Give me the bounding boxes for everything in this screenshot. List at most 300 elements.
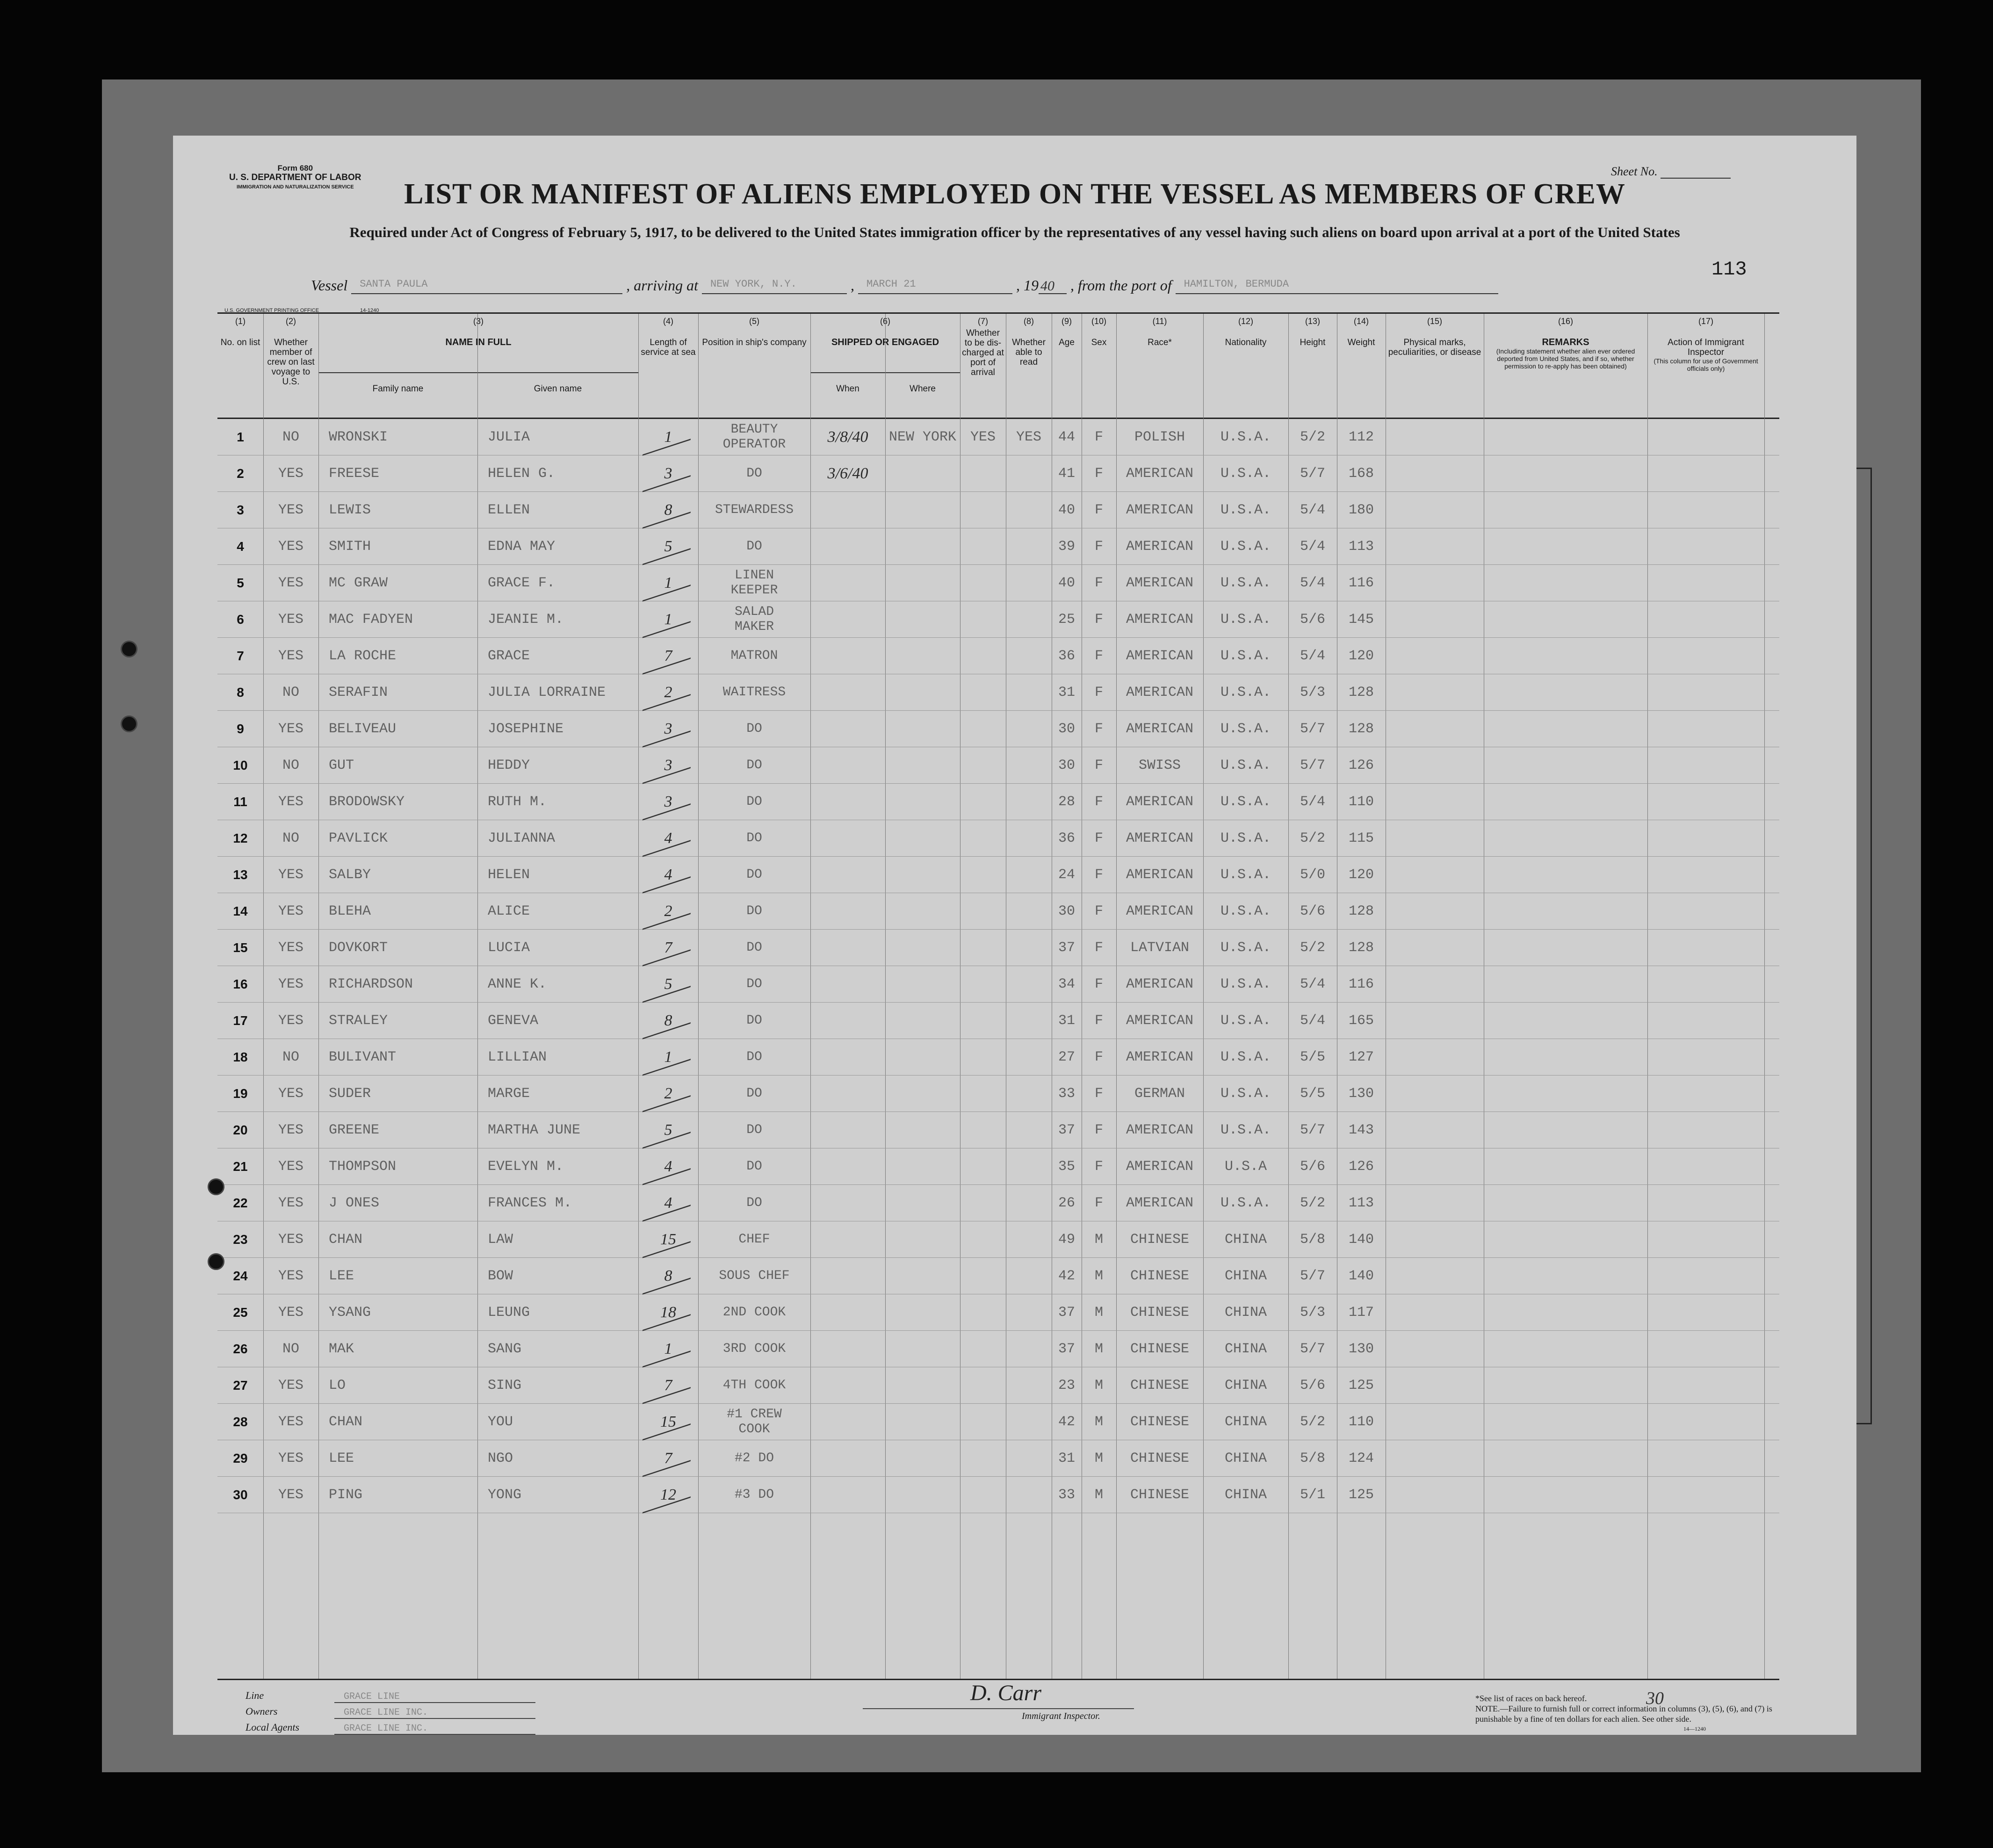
header-weight: (14) Weight [1347,317,1375,347]
cell-discharged [960,747,1006,784]
cell-when [810,747,885,784]
cell-given: FRANCES M. [488,1195,572,1211]
cell-weight: 120 [1348,867,1374,883]
cell-where [885,930,960,966]
cell-weight: 128 [1348,721,1374,737]
cell-where [885,1258,960,1294]
cell-position: 4TH COOK [722,1378,786,1393]
cell-given: LILLIAN [488,1049,547,1065]
cell-age: 44 [1058,429,1075,445]
cell-family: DOVKORT [329,940,388,956]
cell-discharged [960,1003,1006,1039]
cell-age: 49 [1058,1232,1075,1248]
cell-sex: M [1094,1268,1103,1284]
cell-race: AMERICAN [1126,1159,1194,1175]
cell-given: MARTHA JUNE [488,1122,581,1138]
cell-read [1006,966,1052,1003]
table-row [217,565,1779,601]
cell-last: YES [278,1305,303,1321]
cell-age: 36 [1058,648,1075,664]
cell-nationality: CHINA [1224,1487,1267,1503]
cell-where [885,966,960,1003]
cell-discharged [960,1221,1006,1258]
cell-read [1006,565,1052,601]
cell-position: DO [746,722,762,736]
cell-given: SANG [488,1341,522,1357]
cell-race: AMERICAN [1126,903,1194,919]
cell-nationality: U.S.A. [1220,1049,1271,1065]
cell-when [810,1076,885,1112]
cell-no: 12 [233,831,248,845]
cell-discharged [960,1477,1006,1513]
cell-family: PAVLICK [329,830,388,846]
cell-discharged [960,1294,1006,1331]
cell-read [1006,930,1052,966]
cell-last: YES [278,575,303,591]
cell-given: EVELYN M. [488,1159,564,1175]
cell-weight: 124 [1348,1451,1374,1466]
cell-service: 4 [664,1158,672,1175]
cell-position: SALAD MAKER [734,605,774,634]
cell-position: DO [746,977,762,991]
cell-nationality: U.S.A. [1220,1195,1271,1211]
cell-discharged [960,601,1006,638]
cell-when [810,565,885,601]
cell-no: 23 [233,1232,248,1247]
cell-discharged [960,1039,1006,1076]
cell-no: 28 [233,1415,248,1429]
cell-discharged [960,930,1006,966]
cell-age: 28 [1058,794,1075,810]
cell-given: JULIANNA [488,830,556,846]
arrival-port: NEW YORK, N.Y. [702,278,847,294]
table-row [217,784,1779,820]
cell-weight: 113 [1348,539,1374,555]
cell-when: 3/6/40 [827,465,868,482]
cell-where [885,1112,960,1148]
cell-position: #1 CREW COOK [727,1407,782,1437]
cell-last: YES [278,1232,303,1248]
arrival-date: MARCH 21 [858,278,1012,294]
cell-no: 9 [237,722,244,736]
cell-no: 14 [233,904,248,918]
cell-race: AMERICAN [1126,1049,1194,1065]
cell-nationality: U.S.A. [1220,794,1271,810]
cell-service: 3 [664,757,672,774]
cell-nationality: U.S.A. [1220,830,1271,846]
cell-when [810,1331,885,1367]
cell-no: 11 [233,794,247,809]
cell-age: 41 [1058,466,1075,482]
cell-height: 5/4 [1300,575,1325,591]
table-row [217,528,1779,565]
cell-nationality: U.S.A. [1220,721,1271,737]
cell-last: YES [278,1195,303,1211]
cell-age: 30 [1058,758,1075,773]
table-row [217,1258,1779,1294]
cell-sex: F [1094,903,1103,919]
cell-race: AMERICAN [1126,466,1194,482]
cell-discharged [960,1404,1006,1440]
cell-last: YES [278,976,303,992]
cell-when [810,711,885,747]
cell-position: DO [746,1050,762,1064]
cell-weight: 126 [1348,758,1374,773]
cell-read [1006,893,1052,930]
cell-discharged [960,565,1006,601]
vessel-line: Vessel SANTA PAULA , arriving at NEW YORK, N.Y. , MARCH 21 , 19 40 , from the port of HAMILTON, BERMUDA [311,277,1498,298]
table-row [217,601,1779,638]
table-row [217,893,1779,930]
cell-position: DO [746,831,762,845]
cell-no: 26 [233,1342,248,1356]
cell-where [885,1367,960,1404]
cell-when: 3/8/40 [827,428,868,446]
cell-where [885,528,960,565]
cell-service: 3 [664,465,672,482]
header-shipped: (6) SHIPPED OR ENGAGED When Where [810,314,960,419]
cell-read [1006,638,1052,674]
cell-given: HELEN [488,867,530,883]
cell-read [1006,1477,1052,1513]
header-remarks: (16) REMARKS (Including statement whether alien ever ordered deported from United States, and if so, whether permission to re-apply has been obtained) [1496,317,1635,370]
cell-family: CHAN [329,1232,363,1248]
cell-age: 37 [1058,940,1075,956]
cell-no: 3 [237,503,244,517]
cell-age: 42 [1058,1268,1075,1284]
cell-weight: 128 [1348,685,1374,700]
cell-read [1006,1331,1052,1367]
cell-nationality: U.S.A. [1220,940,1271,956]
cell-given: JULIA [488,429,530,445]
cell-race: AMERICAN [1126,721,1194,737]
cell-family: CHAN [329,1414,363,1430]
cell-nationality: U.S.A [1224,1159,1267,1175]
inspector-signature-block [835,1680,1134,1732]
cell-last: YES [278,1159,303,1175]
cell-weight: 140 [1348,1268,1374,1284]
cell-last: NO [282,830,299,846]
cell-weight: 127 [1348,1049,1374,1065]
cell-position: #3 DO [734,1487,774,1502]
form-number: Form 680 [277,164,313,173]
cell-nationality: U.S.A. [1220,685,1271,700]
cell-nationality: U.S.A. [1220,1086,1271,1102]
cell-when [810,528,885,565]
cell-read [1006,711,1052,747]
cell-where [885,1076,960,1112]
table-row [217,711,1779,747]
header-action: (17) Action of Immigrant Inspector (This column for use of Government officials only) [1654,317,1758,372]
cell-no: 30 [233,1487,248,1502]
cell-when [810,1148,885,1185]
cell-age: 33 [1058,1086,1075,1102]
cell-family: STRALEY [329,1013,388,1029]
cell-last: NO [282,429,299,445]
cell-position: DO [746,1013,762,1028]
cell-height: 5/4 [1300,648,1325,664]
cell-given: GRACE F. [488,575,556,591]
cell-read [1006,747,1052,784]
cell-given: NGO [488,1451,513,1466]
cell-when [810,1258,885,1294]
cell-sex: F [1094,976,1103,992]
cell-age: 40 [1058,575,1075,591]
cell-discharged [960,1331,1006,1367]
cell-service: 4 [664,1194,672,1212]
cell-height: 5/2 [1300,940,1325,956]
cell-read [1006,1221,1052,1258]
cell-read [1006,492,1052,528]
cell-race: AMERICAN [1126,648,1194,664]
cell-given: HELEN G. [488,466,556,482]
cell-nationality: U.S.A. [1220,502,1271,518]
cell-position: DO [746,539,762,554]
service: IMMIGRATION AND NATURALIZATION SERVICE [237,184,354,190]
cell-no: 21 [233,1159,248,1174]
cell-family: LA ROCHE [329,648,397,664]
sheet-field [1611,165,1731,179]
printing-code: 14-1240 [360,308,379,313]
cell-race: AMERICAN [1126,1013,1194,1029]
cell-when [810,638,885,674]
cell-nationality: U.S.A. [1220,539,1271,555]
cell-no: 19 [233,1086,248,1101]
binder-hole [121,641,137,657]
cell-read [1006,601,1052,638]
cell-nationality: U.S.A. [1220,612,1271,628]
cell-where: NEW YORK [888,429,957,445]
cell-where [885,1404,960,1440]
cell-weight: 125 [1348,1487,1374,1503]
cell-last: YES [278,466,303,482]
cell-read [1006,455,1052,492]
cell-family: GUT [329,758,354,773]
cell-read [1006,1039,1052,1076]
cell-height: 5/2 [1300,429,1325,445]
cell-where [885,1148,960,1185]
cell-given: MARGE [488,1086,530,1102]
cell-nationality: U.S.A. [1220,1122,1271,1138]
cell-service: 3 [664,720,672,737]
cell-family: YSANG [329,1305,371,1321]
cell-last: YES [278,1451,303,1466]
total-count: 30 [1646,1689,1664,1708]
cell-race: CHINESE [1130,1305,1190,1321]
cell-where [885,1039,960,1076]
cell-discharged [960,1148,1006,1185]
cell-height: 5/6 [1300,1378,1325,1393]
cell-sex: F [1094,1049,1103,1065]
cell-sex: F [1094,466,1103,482]
cell-race: CHINESE [1130,1414,1190,1430]
cell-discharged [960,857,1006,893]
cell-service: 5 [664,1121,672,1139]
cell-family: FREESE [329,466,380,482]
cell-height: 5/7 [1300,466,1325,482]
cell-age: 31 [1058,1013,1075,1029]
cell-given: YONG [488,1487,522,1503]
cell-read [1006,528,1052,565]
cell-sex: M [1094,1378,1103,1393]
cell-nationality: U.S.A. [1220,429,1271,445]
header-height: (13) Height [1300,317,1326,347]
cell-no: 5 [237,576,244,590]
cell-race: AMERICAN [1126,976,1194,992]
cell-family: PING [329,1487,363,1503]
cell-family: SALBY [329,867,371,883]
cell-position: MATRON [730,649,778,663]
cell-given: HEDDY [488,758,530,773]
footer-code: 14—1240 [1683,1725,1706,1732]
cell-sex: F [1094,830,1103,846]
cell-when [810,1003,885,1039]
table-row [217,966,1779,1003]
cell-last: YES [278,648,303,664]
cell-where [885,1440,960,1477]
cell-no: 17 [233,1013,248,1028]
cell-given: BOW [488,1268,513,1284]
cell-sex: F [1094,1013,1103,1029]
cell-race: AMERICAN [1126,1195,1194,1211]
cell-read [1006,1148,1052,1185]
cell-last: YES [278,1414,303,1430]
cell-when [810,1221,885,1258]
cell-sex: F [1094,539,1103,555]
cell-read [1006,857,1052,893]
cell-race: CHINESE [1130,1378,1190,1393]
line-value: GRACE LINE [334,1691,535,1703]
cell-where [885,601,960,638]
cell-given: JOSEPHINE [488,721,564,737]
cell-service: 7 [664,939,672,956]
cell-age: 37 [1058,1341,1075,1357]
cell-nationality: CHINA [1224,1341,1267,1357]
cell-position: SOUS CHEF [719,1269,790,1283]
cell-where [885,747,960,784]
cell-where [885,1331,960,1367]
cell-where [885,1294,960,1331]
cell-no: 4 [237,539,244,554]
cell-read [1006,1367,1052,1404]
cell-service: 8 [664,1012,672,1029]
header-position: (5) Position in ship's company [702,317,807,347]
cell-position: STEWARDESS [715,503,794,517]
cell-race: SWISS [1138,758,1181,773]
cell-height: 5/7 [1300,1122,1325,1138]
footer [217,1679,1779,1734]
arriving-label: , arriving at [626,277,698,294]
cell-position: DO [746,867,762,882]
cell-age: 40 [1058,502,1075,518]
cell-family: MAC FADYEN [329,612,413,628]
cell-race: CHINESE [1130,1268,1190,1284]
cell-family: LO [329,1378,346,1393]
table-row [217,1185,1779,1221]
cell-service: 1 [664,611,672,628]
cell-discharged [960,1440,1006,1477]
binder-hole [121,715,137,732]
cell-position: DO [746,940,762,955]
footnotes [1475,1693,1775,1724]
cell-position: DO [746,1123,762,1137]
cell-no: 25 [233,1305,248,1320]
header-family: Family name [372,384,424,394]
cell-no: 27 [233,1378,248,1393]
cell-age: 39 [1058,539,1075,555]
cell-last: YES [278,1086,303,1102]
cell-age: 24 [1058,867,1075,883]
cell-discharged [960,966,1006,1003]
header-sex: (10) Sex [1091,317,1107,347]
cell-when [810,784,885,820]
cell-position: WAITRESS [722,685,786,700]
cell-when [810,674,885,711]
cell-no: 20 [233,1123,248,1137]
year-prefix: , 19 [1016,277,1039,294]
cell-nationality: CHINA [1224,1414,1267,1430]
cell-weight: 110 [1348,1414,1374,1430]
cell-family: SUDER [329,1086,371,1102]
cell-height: 5/7 [1300,721,1325,737]
cell-nationality: U.S.A. [1220,758,1271,773]
cell-height: 5/8 [1300,1232,1325,1248]
cell-weight: 168 [1348,466,1374,482]
cell-given: LAW [488,1232,513,1248]
cell-sex: M [1094,1232,1103,1248]
cell-given: RUTH M. [488,794,547,810]
cell-sex: F [1094,1122,1103,1138]
table-row [217,1440,1779,1477]
cell-last: YES [278,867,303,883]
cell-weight: 128 [1348,940,1374,956]
header-where: Where [910,384,936,394]
cell-age: 34 [1058,976,1075,992]
cell-sex: F [1094,721,1103,737]
cell-last: YES [278,721,303,737]
cell-read [1006,1258,1052,1294]
cell-service: 2 [664,1085,672,1102]
cell-height: 5/6 [1300,1159,1325,1175]
cell-weight: 116 [1348,976,1374,992]
cell-discharged [960,528,1006,565]
header-given: Given name [534,384,582,394]
cell-service: 1 [664,1048,672,1066]
cell-position: DO [746,1086,762,1101]
cell-sex: F [1094,1159,1103,1175]
cell-read [1006,784,1052,820]
cell-where [885,674,960,711]
cell-height: 5/4 [1300,539,1325,555]
header-service: (4) Length of service at sea [641,317,696,357]
cell-service: 8 [664,1267,672,1285]
cell-given: JEANIE M. [488,612,564,628]
cell-where [885,857,960,893]
cell-age: 33 [1058,1487,1075,1503]
header-discharged: (7) Whether to be dis-charged at port of arrival [962,317,1004,377]
cell-height: 5/7 [1300,1341,1325,1357]
cell-when [810,820,885,857]
cell-position: #2 DO [734,1451,774,1465]
cell-where [885,565,960,601]
cell-service: 2 [664,684,672,701]
cell-race: AMERICAN [1126,502,1194,518]
cell-race: AMERICAN [1126,612,1194,628]
cell-discharged [960,893,1006,930]
cell-age: 25 [1058,612,1075,628]
table-row [217,1112,1779,1148]
cell-when [810,966,885,1003]
